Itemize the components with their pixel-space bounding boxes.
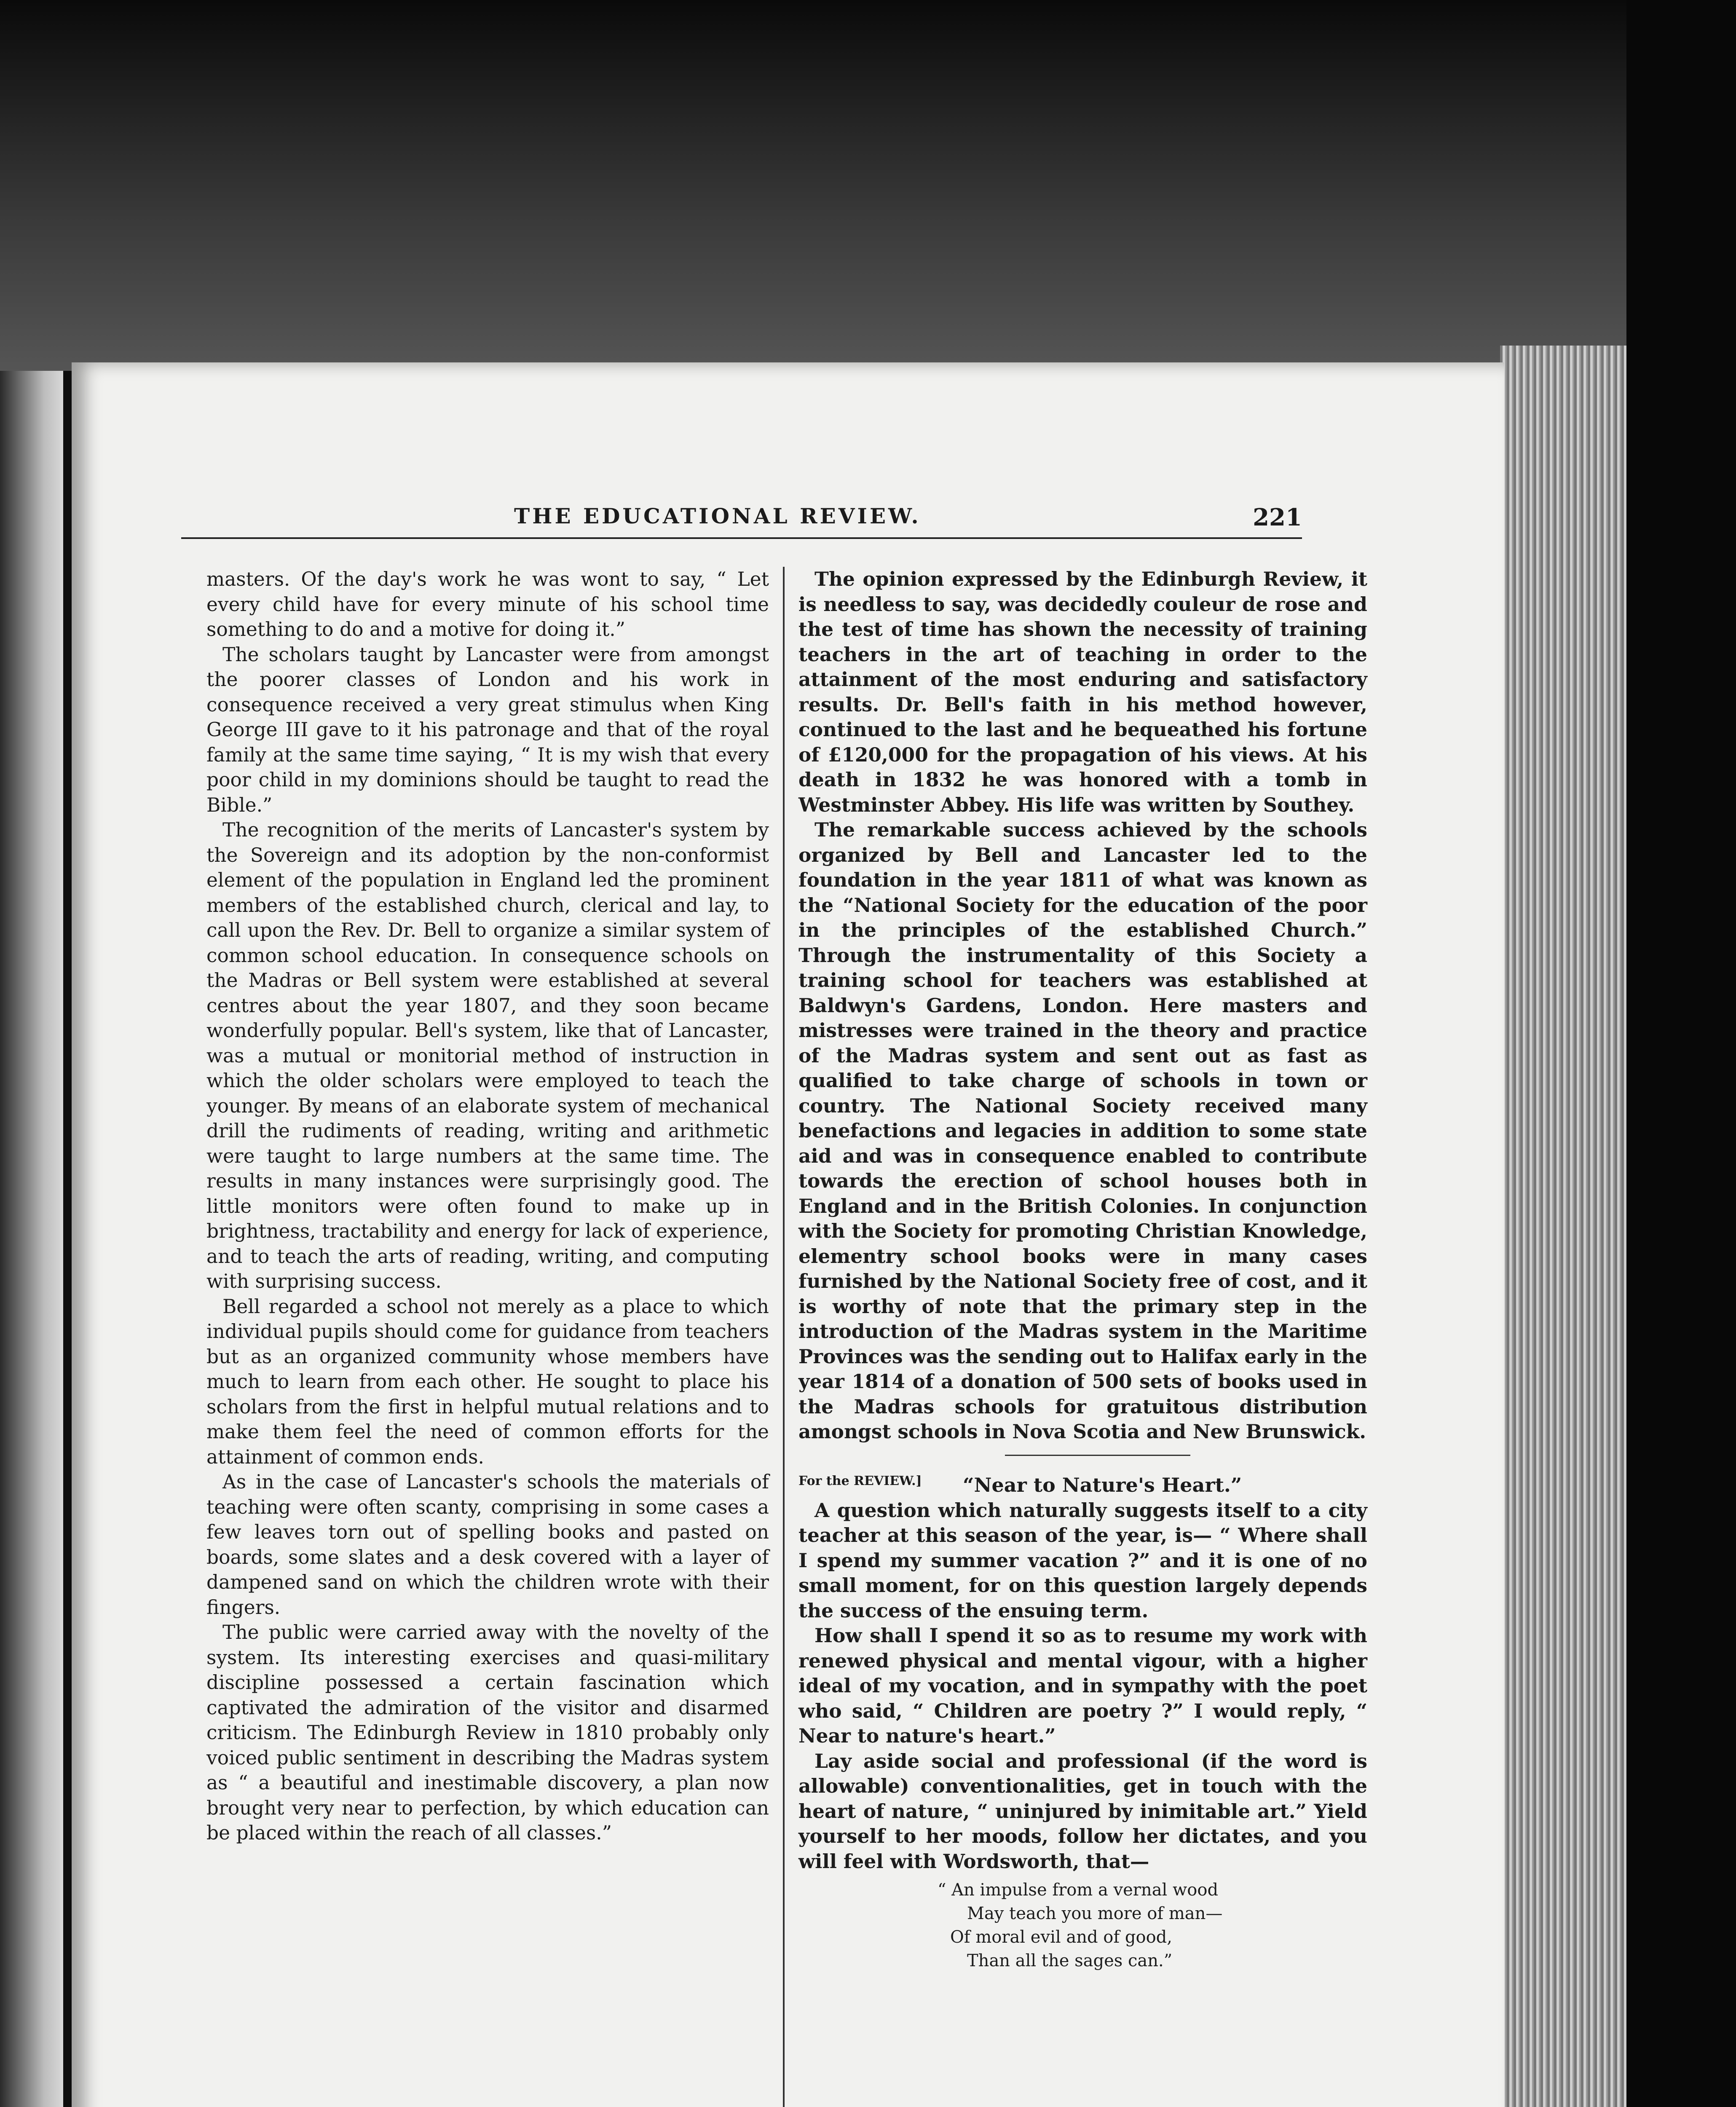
paragraph: How shall I spend it so as to resume my work with renewed physical and mental vigour, with a higher ideal of my vocation, and in sympathy with the poet who said, “ Children are poetry ?” I would reply, “ Near to nature's heart.” xyxy=(798,1624,1367,1747)
facing-page-edge xyxy=(0,371,63,2107)
book-page-edges xyxy=(1500,346,1626,2107)
poem-line: “ An impulse from a vernal wood xyxy=(938,1880,1219,1900)
paragraph: Lay aside social and professional (if the word is allowable) conventionalities, get in touch with the heart of nature, “ uninjured by inimitable art.” Yield yourself to her moods, follow her dictates, and you will feel with Wordsworth, that— xyxy=(798,1749,1367,1873)
running-title: THE EDUCATIONAL REVIEW. xyxy=(514,504,921,528)
poem-line: Than all the sages can.” xyxy=(967,1951,1173,1970)
paragraph: masters. Of the day's work he was wont to say, “ Let every child have for every minute of his school time something to do and a motive for doing it.” xyxy=(206,568,769,641)
right-column xyxy=(798,567,1367,1973)
scan-backdrop-top xyxy=(0,0,1736,371)
paragraph: The recognition of the merits of Lancaster's system by the Sovereign and its adoption by the non-conformist element of the population in England led the prominent members of the established church, clerical and lay, to call upon the Rev. Dr. Bell to organize a similar system of common school education. In consequence schools on the Madras or Bell system were established at several centres about the year 1807, and they soon became wonderfully popular. Bell's system, like that of Lancaster, was a mutual or monitorial method of instruction in which the older scholars were employed to teach the younger. By means of an elaborate system of mechanical drill the rudiments of reading, writing and arithmetic were taught to large numbers at the same time. The results in many instances were surprisingly good. The little monitors were often found to make up in brightness, tractability and energy for lack of experience, and to teach the arts of reading, writing, and computing with surprising success. xyxy=(206,819,769,1292)
paragraph: Bell regarded a school not merely as a place to which individual pupils should come for guidance from teachers but as an organized community whose members have much to learn from each other. He sought to place his scholars from the first in helpful mutual relations and to make them feel the need of common efforts for the attainment of common ends. xyxy=(206,1295,769,1468)
running-head xyxy=(181,504,1302,539)
left-column xyxy=(206,567,769,1846)
article-source-note: For the REVIEW.] xyxy=(798,1473,922,1488)
paragraph: A question which naturally suggests itself to a city teacher at this season of the year, is— “ Where shall I spend my summer vacation ?” and it is one of no small moment, for on this question largely depends the success of the ensuing term. xyxy=(798,1498,1367,1622)
paragraph: As in the case of Lancaster's schools the materials of teaching were often scanty, comprising in some cases a few leaves torn out of spelling books and pasted on boards, some slates and a desk covered with a layer of dampened sand on which the children wrote with their fingers. xyxy=(206,1471,769,1619)
paragraph: The opinion expressed by the Edinburgh Review, it is needless to say, was decidedly couleur de rose and the test of time has shown the necessity of training teachers in the art of teaching in order to the attainment of the most enduring and satisfactory results. Dr. Bell's faith in his method however, continued to the last and he bequeathed his fortune of £120,000 for the propagation of his views. At his death in 1832 he was honored with a tomb in Westminster Abbey. His life was written by Southey. xyxy=(798,568,1367,816)
scan-backdrop-right xyxy=(1626,0,1736,2107)
poem-quote xyxy=(938,1878,1367,1973)
poem-line: May teach you more of man— xyxy=(967,1904,1223,1923)
poem-line: Of moral evil and of good, xyxy=(950,1927,1172,1947)
article-title: “Near to Nature's Heart.” xyxy=(963,1473,1242,1496)
paragraph: The public were carried away with the novelty of the system. Its interesting exercises and quasi-military discipline possessed a certain fascination which captivated the admiration of the visitor and disarmed criticism. The Edinburgh Review in 1810 probably only voiced public sentiment in describing the Madras system as “ a beautiful and inestimable discovery, a plan now brought very near to perfection, by which education can be placed within the reach of all classes.” xyxy=(206,1621,769,1844)
column-rule xyxy=(783,567,785,2107)
paragraph: The scholars taught by Lancaster were from amongst the poorer classes of London and his work in consequence received a very great stimulus when King George III gave to it his patronage and that of the royal family at the same time saying, “ It is my wish that every poor child in my dominions should be taught to read the Bible.” xyxy=(206,643,769,816)
paragraph: The remarkable success achieved by the schools organized by Bell and Lancaster led to the foundation in the year 1811 of what was known as the “National Society for the education of the poor in the principles of the established Church.” Through the instrumentality of this Society a training school for teachers was established at Baldwyn's Gardens, London. Here masters and mistresses were trained in the theory and practice of the Madras system and sent out as fast as qualified to take charge of schools in town or country. The National Society received many benefactions and legacies in addition to some state aid and was in consequence enabled to contribute towards the erection of school houses both in England and in the British Colonies. In conjunction with the Society for promoting Christian Knowledge, elementry school books were in many cases furnished by the National Society free of cost, and it is worthy of note that the primary step in the introduction of the Madras system in the Maritime Provinces was the sending out to Halifax early in the year 1814 of a donation of 500 sets of books used in the Madras schools for gratuitous distribution amongst schools in Nova Scotia and New Brunswick. xyxy=(798,818,1367,1443)
page-number: 221 xyxy=(1253,504,1302,531)
article-heading xyxy=(798,1456,1367,1498)
